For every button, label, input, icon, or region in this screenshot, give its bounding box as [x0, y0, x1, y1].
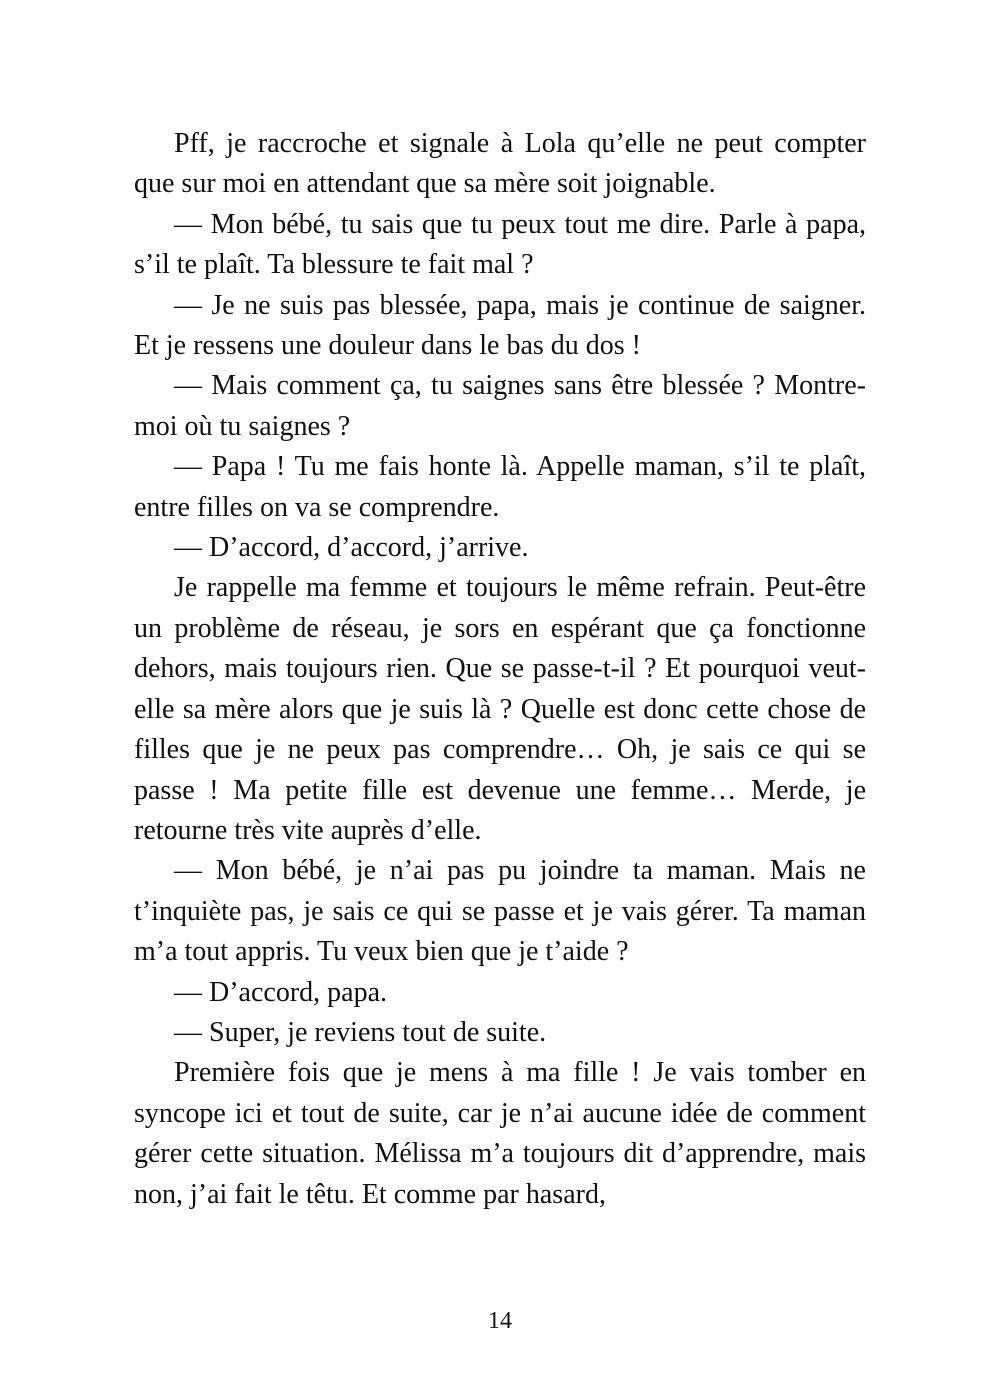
dialogue-line: — Mais comment ça, tu saignes sans être blessée ? Montre-moi où tu saignes ? [134, 370, 866, 442]
dialogue-line: — Mon bébé, tu sais que tu peux tout me dire. Parle à papa, s’il te plaît. Ta blessure te fait mal ? [134, 208, 866, 281]
paragraph: Pff, je raccroche et signale à Lola qu’elle ne peut compter que sur moi en attendant que sa mère soit joignable. [134, 128, 866, 200]
paragraph: Première fois que je mens à ma fille ! Je vais tomber en syncope ici et tout de suite, car je n’ai aucune idée de comment gérer cette situation. Mélissa m’a toujours dit d’apprendre, mais non, j’ai fait le têtu. Et comme par hasard, [134, 1057, 866, 1210]
dialogue-line: — D’accord, papa. [174, 976, 388, 1008]
dialogue-line: — D’accord, d’accord, j’arrive. [174, 532, 529, 564]
body-text [134, 124, 866, 1215]
page-number: 14 [488, 1308, 512, 1334]
dialogue-line: — Mon bébé, je n’ai pas pu joindre ta maman. Mais ne t’inquiète pas, je sais ce qui se passe et je vais gérer. Ta maman m’a tout appris. Tu veux bien que je t’aide ? [134, 855, 866, 968]
dialogue-line: — Je ne suis pas blessée, papa, mais je continue de saigner. Et je ressens une douleur dans le bas du dos ! [134, 289, 866, 362]
dialogue-line: — Super, je reviens tout de suite. [174, 1016, 547, 1048]
dialogue-line: — Papa ! Tu me fais honte là. Appelle maman, s’il te plaît, entre filles on va se comprendre. [134, 451, 866, 523]
paragraph: Je rappelle ma femme et toujours le même refrain. Peut-être un problème de réseau, je sors en espérant que ça fonctionne dehors, mais toujours rien. Que se passe-t-il ? Et pourquoi veut-elle sa mère alors que je suis là ? Quelle est donc cette chose de filles que je ne peux pas comprendre… Oh, je sais ce qui se passe ! Ma petite fille est devenue une femme… Merde, je retourne très vite auprès d’elle. [134, 572, 866, 846]
